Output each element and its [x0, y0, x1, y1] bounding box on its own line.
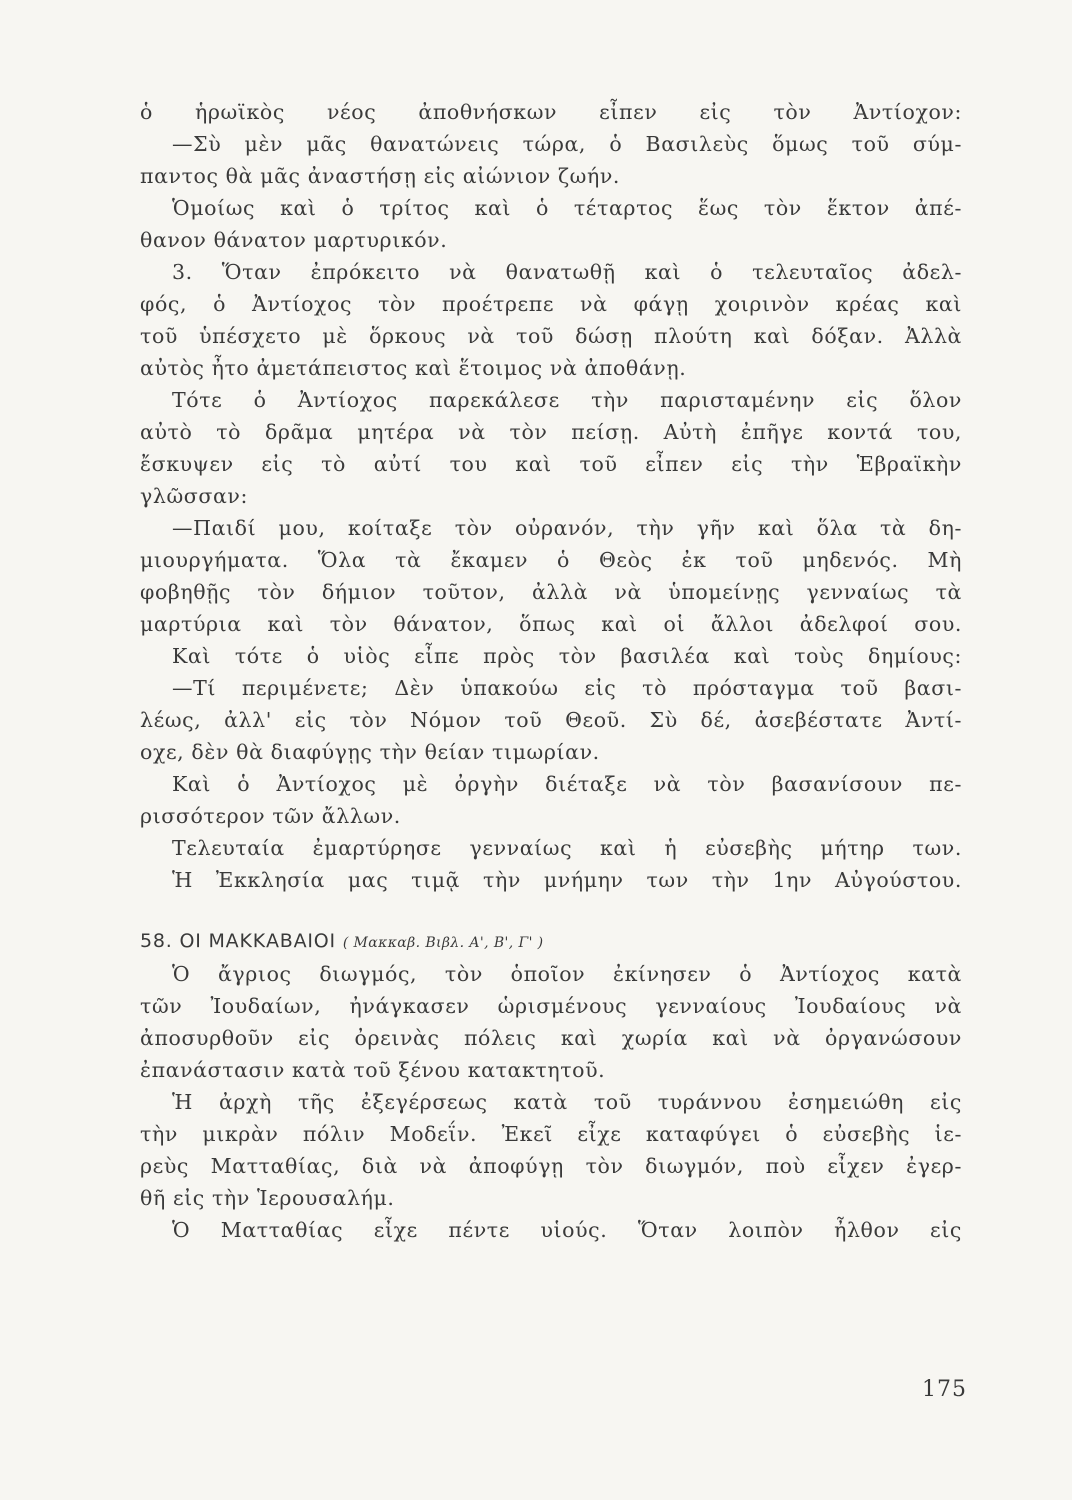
text-line: Ἡ Ἐκκλησία μας τιμᾷ τὴν μνήμην των τὴν 1ην Αὐγούστου.: [172, 868, 962, 892]
text-line: αὐτὸ τὸ δρᾶμα μητέρα νὰ τὸν πείσῃ. Αὐτὴ ἐπῆγε κοντά του,: [140, 420, 962, 444]
text-line: τῶν Ἰουδαίων, ἠνάγκασεν ὡρισμένους γενναίους Ἰουδαίους νὰ: [140, 994, 962, 1018]
text-line: μαρτύρια καὶ τὸν θάνατον, ὅπως καὶ οἱ ἄλλοι ἀδελφοί σου.: [140, 612, 962, 636]
text-line: λέως, ἀλλ' εἰς τὸν Νόμον τοῦ Θεοῦ. Σὺ δέ, ἀσεβέστατε Ἀντί-: [140, 708, 962, 732]
text-line: γλῶσσαν:: [140, 484, 248, 508]
text-line: μιουργήματα. Ὅλα τὰ ἔκαμεν ὁ Θεὸς ἐκ τοῦ μηδενός. Μὴ: [140, 548, 962, 572]
text-line: παντος θὰ μᾶς ἀναστήσῃ εἰς αἰώνιον ζωήν.: [140, 164, 621, 188]
text-line: ἀποσυρθοῦν εἰς ὀρεινὰς πόλεις καὶ χωρία καὶ νὰ ὀργανώσουν: [140, 1026, 962, 1050]
section-gap: [140, 896, 962, 924]
text-line: 3. Ὅταν ἐπρόκειτο νὰ θανατωθῇ καὶ ὁ τελευταῖος ἀδελ-: [172, 260, 962, 284]
text-line: τὴν μικρὰν πόλιν Μοδεΐν. Ἐκεῖ εἶχε καταφύγει ὁ εὐσεβὴς ἱε-: [140, 1122, 962, 1146]
text-line: ἐπανάστασιν κατὰ τοῦ ξένου κατακτητοῦ.: [140, 1058, 606, 1082]
text-line: Ὁ Ματταθίας εἶχε πέντε υἱούς. Ὅταν λοιπὸν ἦλθον εἰς: [172, 1218, 962, 1242]
section-reference: ( Μακκαβ. Βιβλ. Α', Β', Γ' ): [342, 935, 544, 951]
text-line: ἔσκυψεν εἰς τὸ αὐτί του καὶ τοῦ εἶπεν εἰς τὴν Ἑβραϊκὴν: [140, 452, 962, 476]
text-line: —Τί περιμένετε; Δὲν ὑπακούω εἰς τὸ πρόσταγμα τοῦ βασι-: [172, 676, 962, 700]
text-line: θῆ εἰς τὴν Ἱερουσαλήμ.: [140, 1186, 395, 1210]
text-line: Ὁ ἄγριος διωγμός, τὸν ὁποῖον ἐκίνησεν ὁ Ἀντίοχος κατὰ: [172, 962, 962, 986]
text-line: ρισσότερον τῶν ἄλλων.: [140, 804, 401, 828]
text-line: Ὁμοίως καὶ ὁ τρίτος καὶ ὁ τέταρτος ἕως τὸν ἕκτον ἀπέ-: [172, 196, 962, 220]
page-number: 175: [922, 1377, 967, 1402]
text-line: Τελευταία ἐμαρτύρησε γενναίως καὶ ἡ εὐσεβὴς μήτηρ των.: [172, 836, 962, 860]
text-line: οχε, δὲν θὰ διαφύγῃς τὴν θείαν τιμωρίαν.: [140, 740, 600, 764]
text-line: θανον θάνατον μαρτυρικόν.: [140, 228, 448, 252]
text-line: αὐτὸς ἦτο ἀμετάπειστος καὶ ἕτοιμος νὰ ἀποθάνῃ.: [140, 356, 687, 380]
text-line: Καὶ ὁ Ἀντίοχος μὲ ὀργὴν διέταξε νὰ τὸν βασανίσουν πε-: [172, 772, 962, 796]
section-heading: [140, 924, 962, 958]
text-line: φός, ὁ Ἀντίοχος τὸν προέτρεπε νὰ φάγῃ χοιρινὸν κρέας καὶ: [140, 292, 962, 316]
text-line: Ἡ ἀρχὴ τῆς ἐξεγέρσεως κατὰ τοῦ τυράννου ἐσημειώθη εἰς: [172, 1090, 962, 1114]
page-body: [140, 96, 962, 1246]
text-line: —Παιδί μου, κοίταξε τὸν οὐρανόν, τὴν γῆν καὶ ὅλα τὰ δη-: [172, 516, 962, 540]
text-line: φοβηθῇς τὸν δήμιον τοῦτον, ἀλλὰ νὰ ὑπομείνῃς γενναίως τὰ: [140, 580, 962, 604]
text-line: Καὶ τότε ὁ υἱὸς εἶπε πρὸς τὸν βασιλέα καὶ τοὺς δημίους:: [172, 644, 962, 668]
text-line: Τότε ὁ Ἀντίοχος παρεκάλεσε τὴν παρισταμένην εἰς ὅλον: [172, 388, 962, 412]
text-line: ὁ ἡρωϊκὸς νέος ἀποθνήσκων εἶπεν εἰς τὸν Ἀντίοχον:: [140, 100, 962, 124]
section-title: 58. ΟΙ ΜΑΚΚΑΒΑΙΟΙ: [140, 930, 336, 952]
text-line: ρεὺς Ματταθίας, διὰ νὰ ἀποφύγῃ τὸν διωγμόν, ποὺ εἶχεν ἐγερ-: [140, 1154, 962, 1178]
text-line: τοῦ ὑπέσχετο μὲ ὅρκους νὰ τοῦ δώσῃ πλούτη καὶ δόξαν. Ἀλλὰ: [140, 324, 962, 348]
text-line: —Σὺ μὲν μᾶς θανατώνεις τώρα, ὁ Βασιλεὺς ὅμως τοῦ σύμ-: [172, 132, 962, 156]
